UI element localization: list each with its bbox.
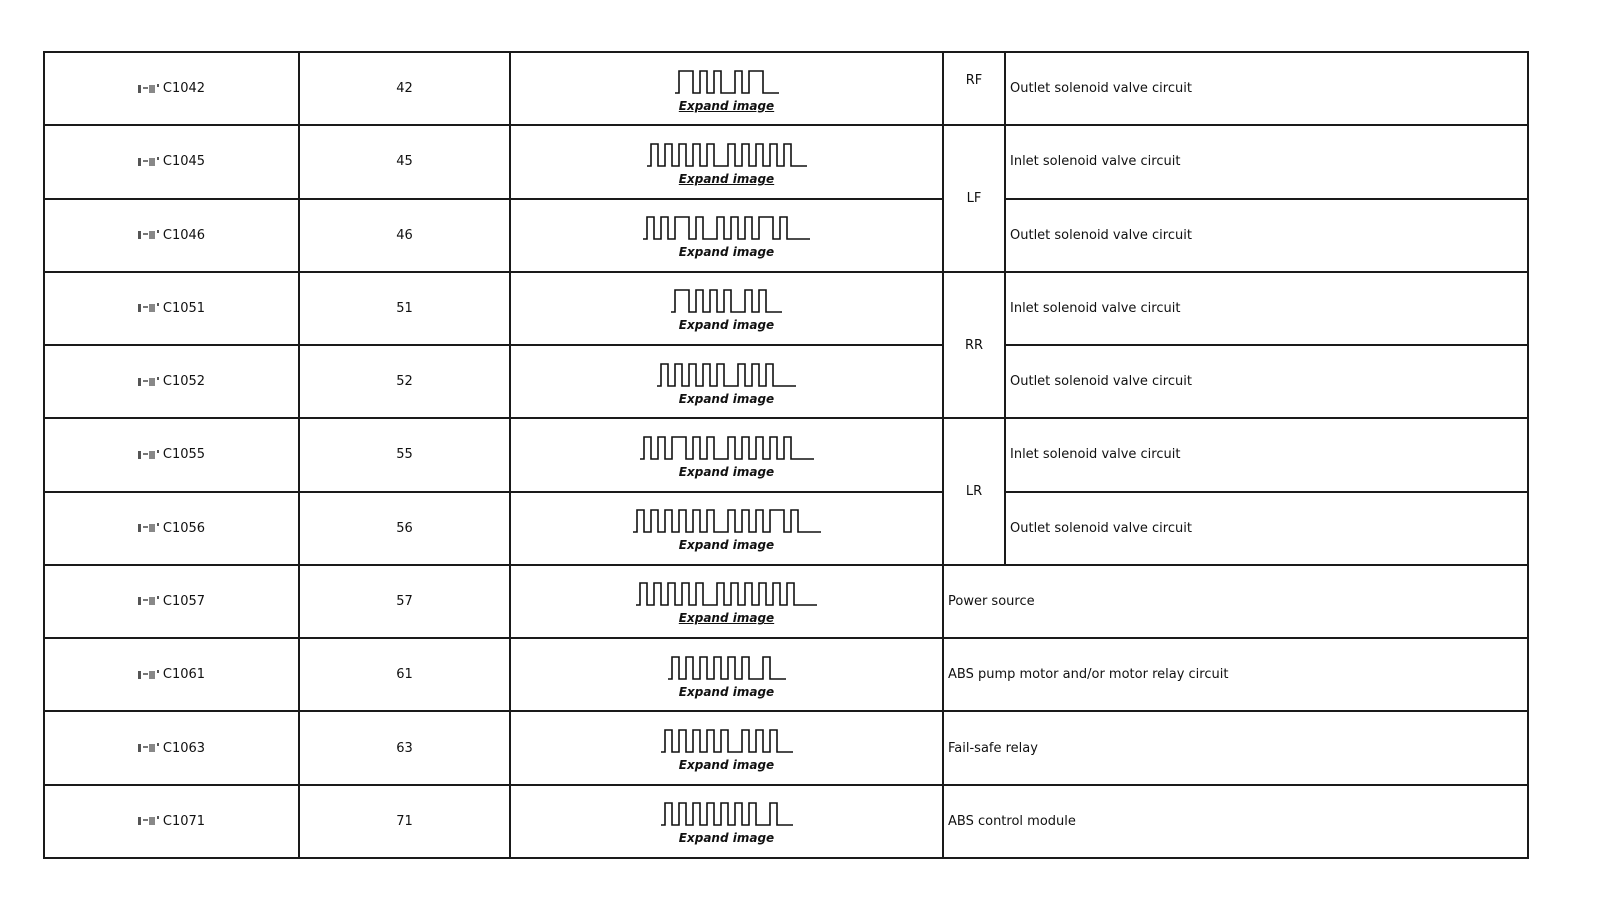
description-cell	[1005, 492, 1528, 565]
table-row	[44, 785, 1528, 858]
description-cell	[1005, 418, 1528, 491]
wheel-position-cell	[943, 272, 1005, 419]
waveform-diagram	[633, 504, 821, 538]
description-cell	[943, 638, 1528, 711]
waveform-diagram	[668, 651, 786, 685]
expand-image-link[interactable]: Expand image	[678, 538, 775, 553]
description-text: Power source	[948, 593, 1035, 609]
dtc-code-text: C1055	[162, 447, 206, 463]
flash-count-cell	[299, 199, 510, 272]
waveform-cell	[510, 345, 943, 418]
dtc-code-text: C1045	[162, 154, 206, 170]
expand-image-link[interactable]: Expand image	[678, 98, 775, 113]
wheel-position-cell	[943, 418, 1005, 565]
table-row	[44, 272, 1528, 345]
table-row	[44, 492, 1528, 565]
wheel-position-text: LF	[966, 191, 982, 207]
description-cell	[943, 711, 1528, 784]
expand-image-link[interactable]: Expand image	[678, 464, 775, 479]
waveform-diagram	[657, 358, 796, 392]
dtc-code-cell	[44, 418, 299, 491]
description-text: Inlet solenoid valve circuit	[1010, 300, 1181, 316]
waveform-line	[661, 730, 793, 752]
description-text: Outlet solenoid valve circuit	[1010, 227, 1192, 243]
dtc-code-text: C1042	[162, 81, 206, 97]
table-row	[44, 638, 1528, 711]
waveform-cell	[510, 199, 943, 272]
description-text: Outlet solenoid valve circuit	[1010, 374, 1192, 390]
waveform-line	[675, 71, 779, 93]
wheel-position-cell	[943, 125, 1005, 272]
waveform-diagram	[643, 211, 810, 245]
dtc-code-text: C1056	[162, 520, 206, 536]
code-prefix-glyph	[138, 670, 160, 680]
flash-count-cell	[299, 418, 510, 491]
waveform-line	[640, 437, 814, 459]
description-cell	[1005, 345, 1528, 418]
dtc-code-text: C1051	[162, 300, 206, 316]
flash-count-text: 46	[396, 227, 413, 243]
dtc-code-cell	[44, 785, 299, 858]
expand-image-link[interactable]: Expand image	[678, 391, 775, 406]
waveform-line	[636, 583, 817, 605]
dtc-code-text: C1063	[162, 740, 206, 756]
dtc-table-body	[44, 52, 1528, 858]
dtc-code-text: C1052	[162, 374, 206, 390]
dtc-code-cell	[44, 638, 299, 711]
wheel-position-cell	[943, 52, 1005, 125]
table-row	[44, 565, 1528, 638]
waveform-cell	[510, 418, 943, 491]
waveform-cell	[510, 52, 943, 125]
description-text: Inlet solenoid valve circuit	[1010, 154, 1181, 170]
waveform-diagram	[640, 431, 814, 465]
description-text: ABS pump motor and/or motor relay circuit	[948, 667, 1229, 683]
code-prefix-glyph	[138, 377, 160, 387]
dtc-code-text: C1046	[162, 227, 206, 243]
expand-image-link[interactable]: Expand image	[678, 684, 775, 699]
flash-count-text: 63	[396, 740, 413, 756]
flash-count-cell	[299, 565, 510, 638]
expand-image-link[interactable]: Expand image	[678, 611, 775, 626]
waveform-diagram	[636, 577, 817, 611]
waveform-cell	[510, 492, 943, 565]
waveform-cell	[510, 125, 943, 198]
description-cell	[943, 565, 1528, 638]
code-prefix-glyph	[138, 523, 160, 533]
waveform-line	[633, 510, 821, 532]
dtc-code-cell	[44, 272, 299, 345]
dtc-code-text: C1061	[162, 667, 206, 683]
waveform-line	[661, 803, 793, 825]
flash-count-text: 55	[396, 447, 413, 463]
table-row	[44, 345, 1528, 418]
description-cell	[1005, 199, 1528, 272]
description-cell	[1005, 52, 1528, 125]
description-text: Outlet solenoid valve circuit	[1010, 520, 1192, 536]
description-cell	[1005, 272, 1528, 345]
dtc-code-cell	[44, 345, 299, 418]
waveform-diagram	[647, 138, 807, 172]
description-cell	[943, 785, 1528, 858]
flash-count-text: 45	[396, 154, 413, 170]
flash-count-text: 52	[396, 374, 413, 390]
dtc-code-cell	[44, 565, 299, 638]
code-prefix-glyph	[138, 230, 160, 240]
waveform-cell	[510, 785, 943, 858]
description-text: ABS control module	[948, 813, 1076, 829]
waveform-line	[657, 364, 796, 386]
dtc-code-cell	[44, 125, 299, 198]
table-row	[44, 199, 1528, 272]
dtc-code-cell	[44, 199, 299, 272]
code-prefix-glyph	[138, 450, 160, 460]
flash-count-text: 71	[396, 813, 413, 829]
flash-count-cell	[299, 492, 510, 565]
expand-image-link[interactable]: Expand image	[678, 171, 775, 186]
flash-count-cell	[299, 345, 510, 418]
table-row	[44, 52, 1528, 125]
waveform-diagram	[661, 724, 793, 758]
waveform-cell	[510, 565, 943, 638]
dtc-code-text: C1057	[162, 593, 206, 609]
flash-count-text: 57	[396, 593, 413, 609]
expand-image-link[interactable]: Expand image	[678, 831, 775, 846]
flash-count-cell	[299, 52, 510, 125]
code-prefix-glyph	[138, 816, 160, 826]
waveform-line	[647, 144, 807, 166]
dtc-code-cell	[44, 492, 299, 565]
waveform-cell	[510, 272, 943, 345]
table-row	[44, 125, 1528, 198]
waveform-line	[671, 290, 782, 312]
code-prefix-glyph	[138, 157, 160, 167]
flash-count-text: 51	[396, 300, 413, 316]
waveform-diagram	[671, 284, 782, 318]
flash-count-cell	[299, 638, 510, 711]
waveform-line	[643, 217, 810, 239]
waveform-line	[668, 657, 786, 679]
expand-image-link[interactable]: Expand image	[678, 245, 775, 260]
table-row	[44, 711, 1528, 784]
code-prefix-glyph	[138, 596, 160, 606]
wheel-position-text: RR	[964, 337, 984, 353]
flash-count-cell	[299, 785, 510, 858]
dtc-code-cell	[44, 711, 299, 784]
waveform-diagram	[675, 65, 779, 99]
description-cell	[1005, 125, 1528, 198]
dtc-code-cell	[44, 52, 299, 125]
flash-count-text: 61	[396, 667, 413, 683]
flash-count-text: 42	[396, 81, 413, 97]
waveform-cell	[510, 711, 943, 784]
flash-count-text: 56	[396, 520, 413, 536]
code-prefix-glyph	[138, 303, 160, 313]
description-text: Fail-safe relay	[948, 740, 1038, 756]
flash-count-cell	[299, 711, 510, 784]
wheel-position-text: RF	[965, 73, 983, 88]
code-prefix-glyph	[138, 84, 160, 94]
flash-count-cell	[299, 125, 510, 198]
wheel-position-text: LR	[965, 484, 983, 500]
description-text: Inlet solenoid valve circuit	[1010, 447, 1181, 463]
code-prefix-glyph	[138, 743, 160, 753]
waveform-diagram	[661, 797, 793, 831]
table-row	[44, 418, 1528, 491]
flash-count-cell	[299, 272, 510, 345]
dtc-code-text: C1071	[162, 813, 206, 829]
dtc-table	[43, 51, 1529, 859]
expand-image-link[interactable]: Expand image	[678, 758, 775, 773]
description-text: Outlet solenoid valve circuit	[1010, 81, 1192, 97]
expand-image-link[interactable]: Expand image	[678, 318, 775, 333]
waveform-cell	[510, 638, 943, 711]
